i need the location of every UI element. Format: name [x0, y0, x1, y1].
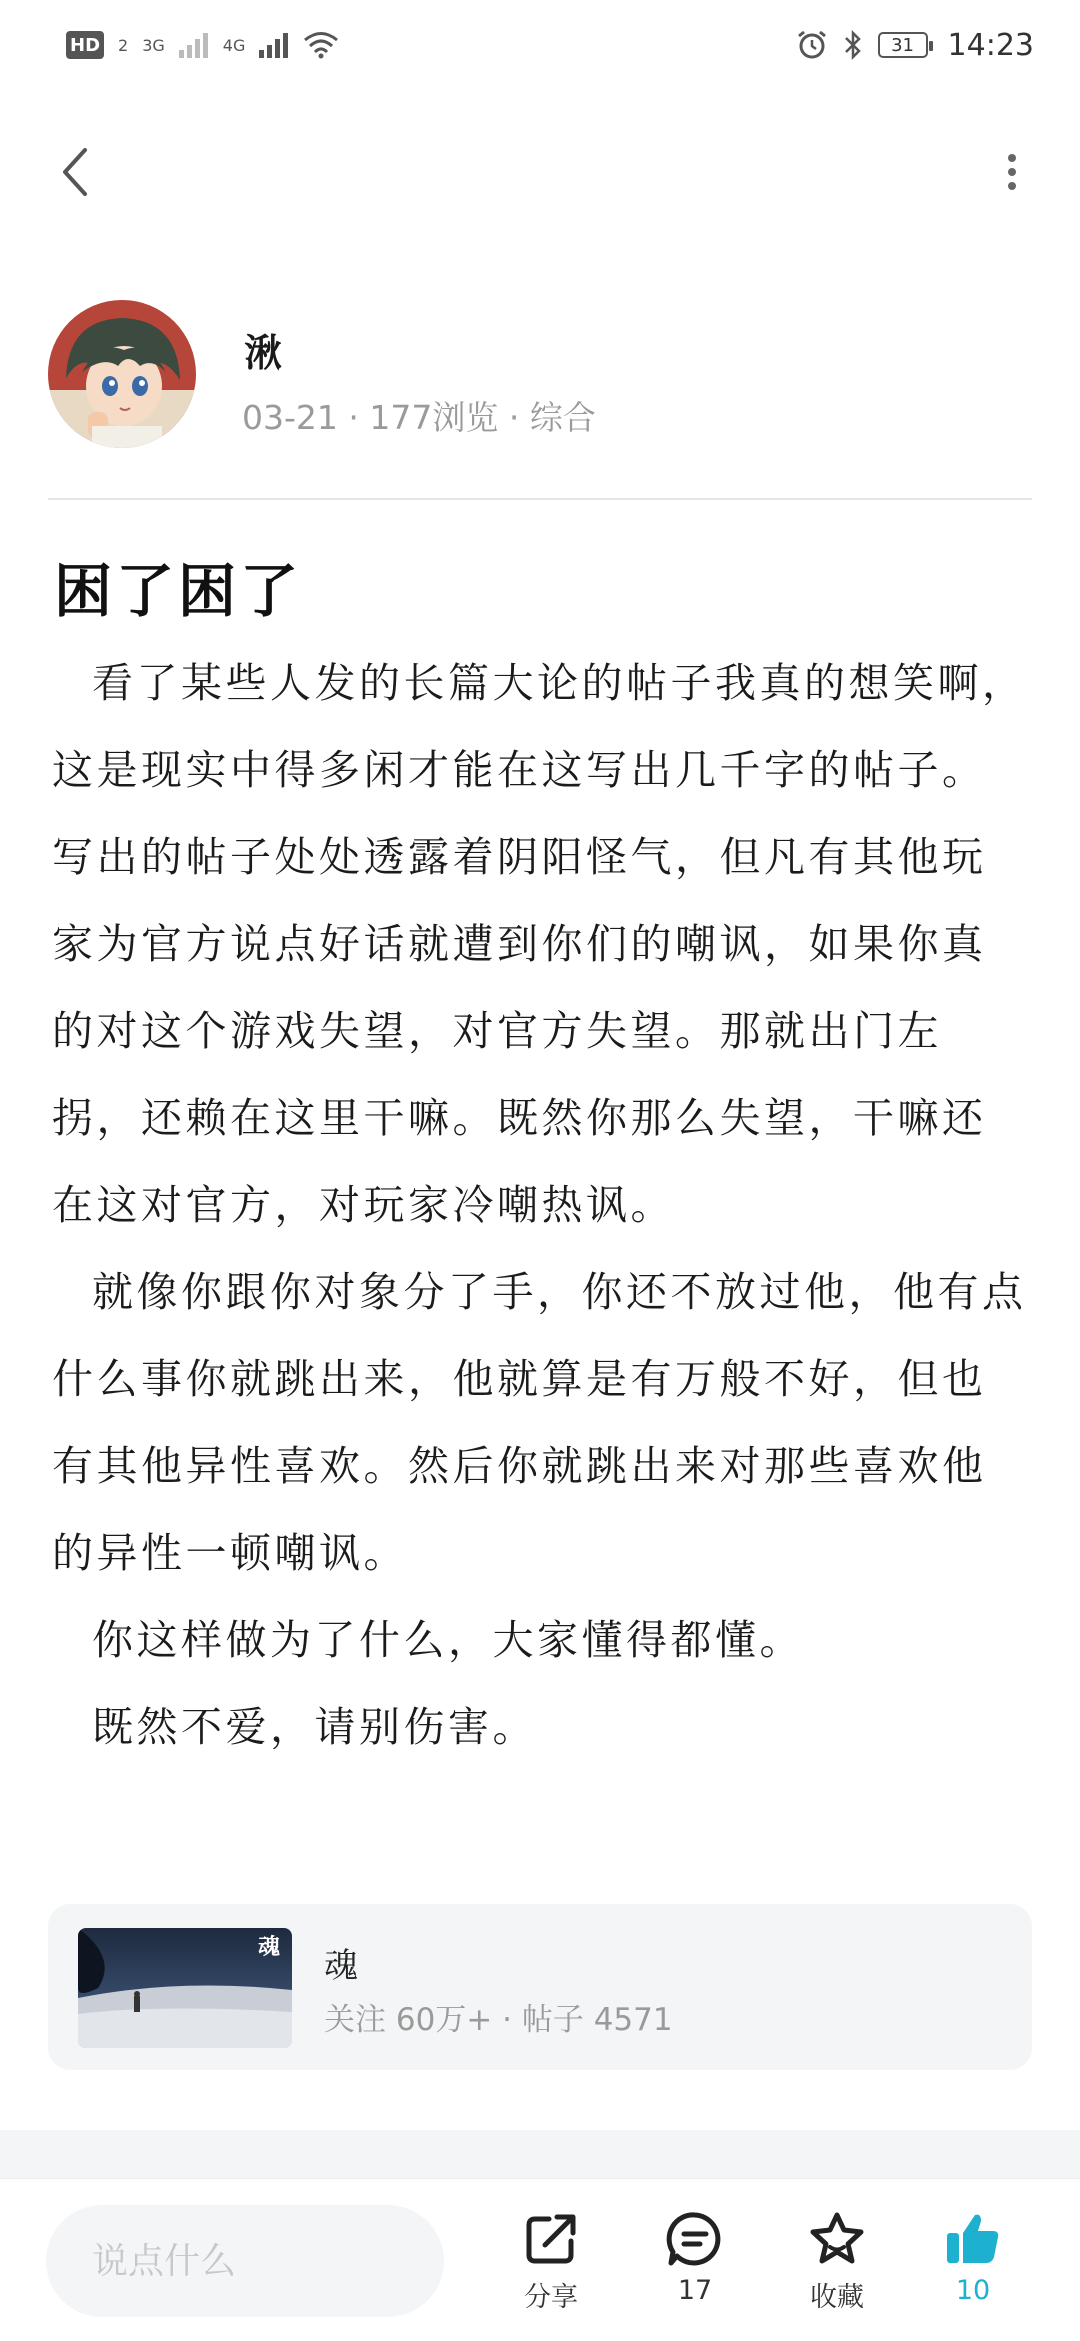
signal-icon [259, 32, 289, 58]
comment-input[interactable] [46, 2205, 444, 2317]
alarm-icon [796, 29, 828, 61]
post-paragraph: 既然不爱，请别伤害。 [92, 1703, 537, 1751]
favorite-label: 收藏 [810, 2282, 864, 2313]
post-title: 困了困了 [54, 557, 303, 625]
forum-thumbnail [78, 1928, 292, 2048]
share-button[interactable] [496, 2209, 606, 2329]
author-header [48, 300, 1032, 450]
avatar[interactable] [48, 300, 196, 448]
like-button[interactable] [918, 2209, 1028, 2329]
post-body [52, 640, 1028, 1771]
share-icon [521, 2209, 581, 2269]
post-paragraph: 就像你跟你对象分了手，你还不放过他，他有点什么事你就跳出来，他就算是有万般不好，但也有其他异性喜欢。然后你就跳出来对那些喜欢他的异性一顿嘲讽。 [52, 1268, 1027, 1577]
forum-card[interactable] [48, 1904, 1032, 2070]
network-3g-label: 3G [142, 35, 165, 55]
wifi-icon [303, 31, 339, 59]
bottom-action-bar [0, 2178, 1080, 2341]
battery-indicator: 31 [878, 32, 928, 58]
star-icon [807, 2209, 867, 2269]
forum-stats: 关注 60万+ · 帖子 4571 [324, 2002, 673, 2038]
hd-badge: HD [66, 31, 104, 59]
chevron-left-icon [57, 144, 91, 200]
author-name[interactable]: 湫 [244, 331, 283, 375]
signal-icon [179, 32, 209, 58]
network-4g-label: 4G [222, 35, 246, 55]
top-nav-bar [0, 130, 1080, 214]
forum-name: 魂 [324, 1946, 358, 1986]
like-count: 10 [955, 2275, 991, 2306]
forum-thumbnail-logo: 魂 [258, 1934, 281, 1960]
comment-button[interactable] [640, 2209, 750, 2329]
post-paragraph: 你这样做为了什么，大家懂得都懂。 [92, 1616, 804, 1664]
forum-thumbnail-image [78, 1928, 292, 2048]
clock: 14:23 [947, 27, 1034, 63]
thumbs-up-icon [943, 2209, 1003, 2269]
post-meta: 03-21 · 177浏览 · 综合 [242, 398, 596, 437]
share-label: 分享 [524, 2282, 578, 2313]
more-vertical-icon [1006, 152, 1018, 192]
more-options-button[interactable] [984, 144, 1040, 200]
back-button[interactable] [46, 144, 102, 200]
sim-indicator: 2 [118, 35, 129, 55]
favorite-button[interactable] [782, 2209, 892, 2329]
comment-icon [665, 2209, 725, 2269]
comment-count: 17 [677, 2275, 713, 2306]
divider [48, 498, 1032, 500]
status-bar [0, 0, 1080, 90]
post-paragraph: 看了某些人发的长篇大论的帖子我真的想笑啊，这是现实中得多闲才能在这写出几千字的帖子。写出的帖子处处透露着阴阳怪气，但凡有其他玩家为官方说点好话就遭到你们的嘲讽，如果你真的对这个游戏失望，对官方失望。那就出门左拐，还赖在这里干嘛。既然你那么失望，干嘛还在这对官方，对玩家冷嘲热讽。 [52, 659, 1027, 1229]
status-bar-left [66, 31, 339, 59]
section-separator [0, 2130, 1080, 2178]
avatar-image [48, 300, 196, 448]
status-bar-right [796, 28, 1034, 63]
bluetooth-icon [842, 29, 864, 61]
